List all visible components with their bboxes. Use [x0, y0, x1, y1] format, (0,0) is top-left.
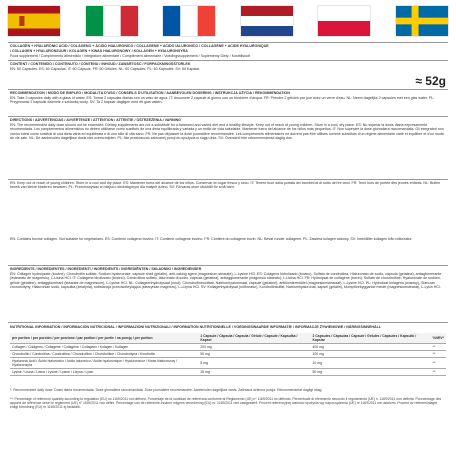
netherlands-flag: [241, 6, 293, 36]
product-subtitle: Food supplement / Complemento alimenticio / Integratore alimentare / Complément alimentaire / Voedingssupplement / Suplementy Diety / Kosttillskott: [10, 54, 250, 58]
net-weight: ≈ 52g: [415, 74, 446, 88]
ingredients-text: EN: Collagen hydrolyzate (bovine), Chondroitin sulfate, Sodium hyaluronate, capsule shell (gelatin), anti-caking agent (magnesium stearate), L-Lysine HCl. ES: Colágeno hidrolizado (bovino), Sulfato de condroitina, Hialuronato de sodio, cápsula (gelatina), antiaglomerante (estearato de magnesio), L-Lisina HCl. IT: Collagene idrolizzato (bovino), Condroitina solfato, Ialuronato di sodio, capsula (gelatina), antiagglomerante (magnesio stearato), L-Lisina HCl. FR: Hydrolysat de collagène (bovin), Sulfate de chondroïtine, Hyaluronate de sodium, gélule (gélatine), antiagglomérant (stéarate de magnésium), L-Lysine HCl. NL: Collageenhydrolysaat (rund), Chondroïtinesulfaat, Natriumhyaluronaat, capsule (gelatine), antiklontermiddel (magnesiumstearaat), L-Lysine HCl. PL: Hydrolizat kolagenu (wołowy), Siarczan chondroityny, Hialuronian sodu, kapsułka (żelatyna), substancja przeciwzbrylająca (stearynian magnezu), L-Lizyna HCl. SV: Kollagenhydrolysat (nötkreatur), Kondroitinsulfat, Natriumhyaluronat, kapsel (gelatin), klumpförebyggande medel (magnesiumstearat), L-Lysin HCl.: [10, 272, 442, 290]
footnote-2: **: Percentage of reference quantity according to regulation (EU) no 1169/2011 not defined. Porcentaje de la cantidad de referencia conforme al Reglamento (UE) nº 1169/2011 no definido. Percentuale di riferimento secondo il regolamento (UE) n. 1169/2011 non definita. Pourcentage des apports de référence selon le règlement (UE) n° 1169/2011 non défini. Percentage van de referentie-inname volgens verordening (EU) nr. 1169/2011 niet vastgesteld. Procent referencyjnej wartości spożycia wg rozporządzenia (UE) nr 1169/2011 nie ustalono. Procent av referensintaget enligt förordning (EU) nr 1169/2011 ej fastställt.: [10, 397, 442, 410]
nutrient-nrv: **: [431, 358, 446, 369]
nutrient-value: 5 mg: [198, 358, 310, 369]
divider: [8, 116, 448, 117]
allergen-text: EN: Contains bovine collagen. Not suitable for vegetarians. ES: Contiene colágeno bovino. IT: Contiene collagene bovino. FR: Contient du collagène bovin. NL: Bevat runder collageen. PL: Zawiera kolagen wołowy. SV: Innehåller kollagen från nötkreatur.: [10, 237, 413, 241]
directions-heading: DIRECTIONS / ADVERTENCIAS / AVVERTENZE / ATTENTION / ATTENTIE / OSTRZEŻENIA / VARNING: [10, 118, 181, 122]
content-heading: CONTENT / CONTENIDO / CONTENUTO / CONTENU / INHOUD / ZAWARTOŚĆ / FÖRPACKNINGSSTORLEK: [10, 62, 191, 66]
sweden-flag: [396, 6, 448, 36]
footnote-1: *: Recommended daily dose. Dosis diaria recomendada. Dose giornaliera raccomandata. Dose journalière recommandée. Aanbevolen dagelijkse dosis. Zalecana dzienna porcja. Rekommenderat dagligt intag.: [10, 388, 323, 392]
nutrient-nrv: **: [431, 351, 446, 358]
nutrient-value: 10 mg: [311, 358, 431, 369]
product-title: COLLAGEN + HYALURONIC ACID / COLÁGENO + ÁCIDO HIALURÓNICO / COLLAGENE + ACIDO IALURONICO / COLLAGÈNE + ACIDE HYALURONIQUE: [10, 44, 269, 48]
table-row: [10, 344, 446, 351]
nutrition-table: [10, 333, 446, 376]
recommendation-text: EN: Take 2 capsules daily with a glass of water. ES: Tomar 2 cápsulas diarias con un vaso de agua. IT: Assumere 2 capsule al giorno con un bicchiere d'acqua. FR: Prendre 2 gélules par jour avec un verre d'eau. NL: Neem dagelijks 2 capsules met een glas water. PL: Przyjmować 2 kapsułki dziennie z szklanką wody. SV: Ta 2 kapslar dagligen med ett glas vatten.: [10, 96, 435, 105]
nutrition-header-portion: per portion / por porción / per porzione / par portion / per portie / na porcję / per portion: [10, 333, 198, 344]
nutrient-name: Collagen / Colágeno / Collagene / Collagène / Collageen / Kolagen / Kollagen: [10, 344, 198, 351]
nutrient-nrv: **: [431, 369, 446, 376]
nutrient-name: Hyaluronic Acid / Ácido hialurónico / Acido ialuronico / Acide hyaluronique / Hyaluronzuur / Kwas hialuronowy / Hyaluronsyra: [10, 358, 198, 369]
table-row: [10, 351, 446, 358]
nutrient-name: Chondroitin / Condroitina / Condroitina / Chondroïtine / Chondroïtine / Chondroityna / Kondroitin: [10, 351, 198, 358]
recommendation-heading: RECOMMENDATION / MODO DE EMPLEO / MODALITÀ D'USO / CONSEILS D'UTILISATION / AANBEVOLEN DOSERING / INSTRUKCJA UŻYCIA / REKOMMENDATION: [10, 91, 290, 95]
storage-text: EN: Keep out of reach of young children. Store in a cool and dry place. ES: Mantener fuera del alcance de los niños. Conservar en lugar fresco y seco. IT: Tenere fuori dalla portata dei bambini al di sotto dei tre anni. FR: Tenir hors de portée des jeunes enfants. NL: Buiten bereik van kleine kinderen bewaren. PL: Przechowywać w miejscu niedostępnym dla małych dzieci. SV: Förvaras utom räckhåll för små barn.: [10, 181, 441, 190]
italy-flag: [86, 6, 138, 36]
table-row: [10, 369, 446, 376]
spain-flag: [8, 6, 60, 36]
nutrient-name: Lysine / Lisina / Lisina / Lysine / Lysine / Lizyna / Lysin: [10, 369, 198, 376]
directions-text: EN: The recommended daily dose should not be exceeded. Dietary supplements are not a substitute for a balanced and varied diet and a healthy lifestyle. Keep out of reach of young children. Store in a cool, dry place. ES: No superar la dosis diaria expresamente recomendada. Los complementos alimenticios no deben utilizarse como sustituto de una dieta equilibrada y variada y un estilo de vida saludable. Mantener fuera del alcance de los niños más pequeños. IT: Non superare la dose giornaliera raccomandata. Gli integratori non vanno intesi come sostituti di una dieta varia ed equilibrata e di uno stile di vita sano. FR: Ne pas dépasser la dose journalière recommandée. Les compléments alimentaires ne doivent pas être utilisés comme substituts d'un régime alimentaire varié et équilibré et d'un mode de vie sain. NL: De aanbevolen dagelijkse dosis niet overschrijden. PL: Nie przekraczać zalecanej porcji do spożycia w ciągu dnia. SV: Överskrid inte rekommenderad daglig dos.: [10, 123, 445, 141]
divider: [8, 322, 448, 323]
flag-row: [8, 6, 448, 36]
divider: [8, 60, 448, 61]
nutrient-nrv: **: [431, 344, 446, 351]
divider: [8, 42, 448, 43]
nutrient-value: 400 mg: [311, 344, 431, 351]
nutrient-value: 50 mg: [198, 351, 310, 358]
table-row: [10, 358, 446, 369]
divider: [8, 265, 448, 266]
nutrition-header-2-capsules: 2 Capsules / Cápsulas / Capsule / Gélules / Capsules / Kapsułki / Kapslar: [311, 333, 431, 344]
nutrient-value: 25 mg: [198, 369, 310, 376]
product-title-cont: / COLLAGEN + HYALURONZUUR / KOLAGEN + KWAS HIALURONOWY / KOLLAGEN + HYALURONSYRA: [10, 49, 188, 53]
divider: [8, 179, 448, 180]
divider: [8, 89, 448, 90]
nutrient-value: 100 mg: [311, 351, 431, 358]
nutrient-value: 200 mg: [198, 344, 310, 351]
content-detail: EN: 60 Capsules. ES: 60 Cápsulas. IT: 60 Capsule. FR: 60 Gélules. NL: 60 Capsules. PL: 60 Kapsułek. SV: 60 Kapslar.: [10, 67, 201, 71]
nutrient-value: 50 mg: [311, 369, 431, 376]
nutrition-header-1-capsule: 1 Capsule / Cápsula / Capsula / Gélule / Capsule / Kapsułka / Kapsel: [198, 333, 310, 344]
nutrition-header-nrv: %NRV*: [431, 333, 446, 344]
france-flag: [163, 6, 215, 36]
nutrition-header-row: [10, 333, 446, 344]
nutrition-heading: NUTRITIONAL INFORMATION / INFORMACIÓN NUTRICIONAL / INFORMAZIONI NUTRIZIONALI / INFORMATION NUTRITIONNELLE / VOEDINGSWAARDE INFORMATIE / INFORMACJE ŻYWIENIOWE / NÄRINGSINNEHÅLL: [10, 325, 382, 329]
ingredients-heading: INGREDIENTS / INGREDIENTES / INGREDIENTI / INGRÉDIENTS / INGREDIËNTEN / SKŁADNIKI / INGREDIENSER: [10, 267, 202, 271]
poland-flag: [318, 6, 370, 36]
